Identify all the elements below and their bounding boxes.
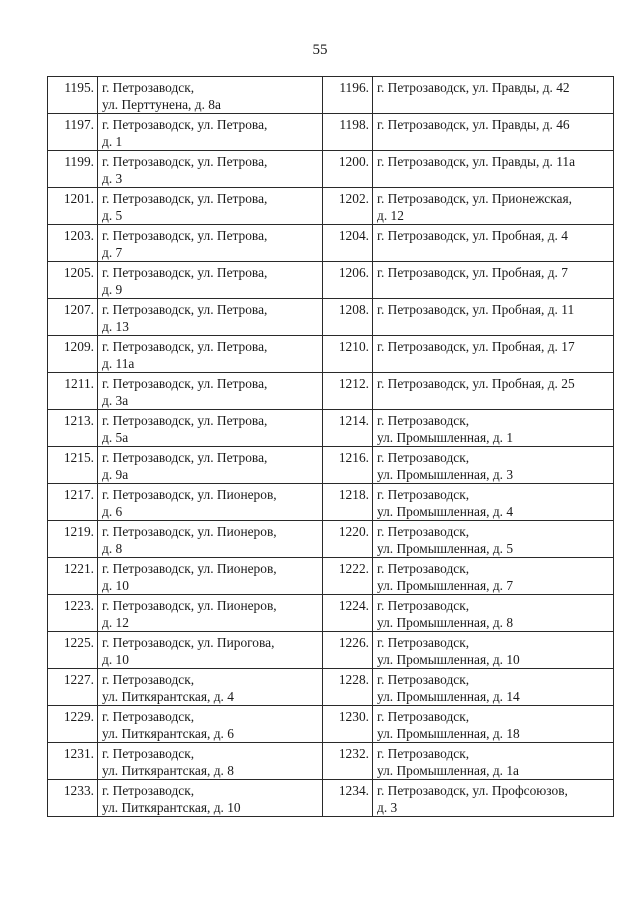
page-number: 55 <box>312 42 328 58</box>
entry-address <box>98 521 323 558</box>
entry-number: 1197. <box>48 114 98 151</box>
address-line: г. Петрозаводск, ул. Правды, д. 46 <box>377 117 570 132</box>
entry-address <box>98 225 323 262</box>
address-line: г. Петрозаводск, <box>377 413 470 428</box>
table-row <box>48 410 614 447</box>
address-line: г. Петрозаводск, <box>377 598 470 613</box>
address-line: д. 5 <box>102 208 123 223</box>
table-row <box>48 484 614 521</box>
entry-address <box>373 706 614 743</box>
entry-number: 1205. <box>48 262 98 299</box>
entry-number: 1228. <box>323 669 373 706</box>
table-row <box>48 299 614 336</box>
entry-number: 1202. <box>323 188 373 225</box>
address-line: г. Петрозаводск, <box>102 746 195 761</box>
address-line: ул. Промышленная, д. 7 <box>377 578 514 593</box>
entry-number: 1234. <box>323 780 373 817</box>
entry-address <box>373 336 614 373</box>
entry-address <box>373 225 614 262</box>
address-line: ул. Промышленная, д. 10 <box>377 652 520 667</box>
address-line: ул. Промышленная, д. 3 <box>377 467 514 482</box>
table-row <box>48 595 614 632</box>
entry-number: 1209. <box>48 336 98 373</box>
entry-address <box>373 743 614 780</box>
entry-address <box>373 632 614 669</box>
entry-number: 1214. <box>323 410 373 447</box>
address-line: г. Петрозаводск, ул. Пробная, д. 7 <box>377 265 568 280</box>
address-line: д. 8 <box>102 541 123 556</box>
table-row <box>48 521 614 558</box>
entry-number: 1217. <box>48 484 98 521</box>
address-line: г. Петрозаводск, ул. Петрова, <box>102 265 268 280</box>
address-line: ул. Промышленная, д. 1 <box>377 430 514 445</box>
address-line: г. Петрозаводск, ул. Пионеров, <box>102 561 277 576</box>
address-line: г. Петрозаводск, ул. Прионежская, <box>377 191 572 206</box>
address-line: г. Петрозаводск, <box>377 450 470 465</box>
entry-address <box>373 410 614 447</box>
entry-number: 1215. <box>48 447 98 484</box>
entry-address <box>373 484 614 521</box>
entry-number: 1206. <box>323 262 373 299</box>
entry-number: 1226. <box>323 632 373 669</box>
address-line: ул. Промышленная, д. 8 <box>377 615 514 630</box>
entry-address <box>98 373 323 410</box>
address-line: г. Петрозаводск, <box>377 561 470 576</box>
address-line: д. 11а <box>102 356 135 371</box>
address-line: д. 9 <box>102 282 123 297</box>
entry-address <box>373 521 614 558</box>
address-line: г. Петрозаводск, ул. Пробная, д. 11 <box>377 302 575 317</box>
address-line: д. 10 <box>102 578 129 593</box>
entry-number: 1203. <box>48 225 98 262</box>
entry-number: 1211. <box>48 373 98 410</box>
entry-address <box>98 780 323 817</box>
entry-address <box>373 151 614 188</box>
table-row <box>48 632 614 669</box>
address-line: г. Петрозаводск, ул. Петрова, <box>102 191 268 206</box>
address-line: г. Петрозаводск, <box>102 709 195 724</box>
address-line: г. Петрозаводск, ул. Пионеров, <box>102 487 277 502</box>
table-row <box>48 706 614 743</box>
entry-address <box>98 669 323 706</box>
address-line: ул. Питкярантская, д. 6 <box>102 726 234 741</box>
address-line: г. Петрозаводск, ул. Пробная, д. 25 <box>377 376 575 391</box>
entry-address <box>98 262 323 299</box>
address-line: д. 10 <box>102 652 129 667</box>
address-line: г. Петрозаводск, <box>377 635 470 650</box>
address-line: г. Петрозаводск, <box>102 783 195 798</box>
address-line: г. Петрозаводск, ул. Правды, д. 11а <box>377 154 576 169</box>
address-line: г. Петрозаводск, ул. Петрова, <box>102 302 268 317</box>
table-row <box>48 373 614 410</box>
address-line: г. Петрозаводск, ул. Пионеров, <box>102 524 277 539</box>
address-line: д. 9а <box>102 467 129 482</box>
table-row <box>48 77 614 114</box>
address-line: ул. Промышленная, д. 4 <box>377 504 514 519</box>
entry-address <box>98 743 323 780</box>
address-line: г. Петрозаводск, ул. Пионеров, <box>102 598 277 613</box>
table-row <box>48 447 614 484</box>
address-line: д. 7 <box>102 245 123 260</box>
entry-number: 1218. <box>323 484 373 521</box>
address-line: г. Петрозаводск, ул. Пробная, д. 17 <box>377 339 575 354</box>
entry-address <box>373 77 614 114</box>
entry-number: 1210. <box>323 336 373 373</box>
address-line: г. Петрозаводск, ул. Петрова, <box>102 228 268 243</box>
entry-number: 1219. <box>48 521 98 558</box>
entry-number: 1195. <box>48 77 98 114</box>
entry-address <box>98 484 323 521</box>
entry-number: 1222. <box>323 558 373 595</box>
entry-address <box>98 706 323 743</box>
entry-address <box>98 410 323 447</box>
entry-number: 1231. <box>48 743 98 780</box>
entry-number: 1233. <box>48 780 98 817</box>
entry-number: 1196. <box>323 77 373 114</box>
entry-address <box>98 336 323 373</box>
entry-address <box>98 114 323 151</box>
address-line: д. 6 <box>102 504 123 519</box>
address-line: г. Петрозаводск, ул. Петрова, <box>102 117 268 132</box>
entry-address <box>373 595 614 632</box>
entry-address <box>373 188 614 225</box>
table-row <box>48 151 614 188</box>
table-row <box>48 188 614 225</box>
address-line: д. 12 <box>102 615 129 630</box>
entry-number: 1229. <box>48 706 98 743</box>
table-row <box>48 743 614 780</box>
entry-address <box>373 669 614 706</box>
address-line: д. 3а <box>102 393 129 408</box>
entry-address <box>373 114 614 151</box>
entry-number: 1213. <box>48 410 98 447</box>
entry-address <box>98 595 323 632</box>
address-line: ул. Питкярантская, д. 10 <box>102 800 241 815</box>
table-row <box>48 114 614 151</box>
address-line: г. Петрозаводск, ул. Правды, д. 42 <box>377 80 570 95</box>
address-line: д. 12 <box>377 208 404 223</box>
address-line: г. Петрозаводск, <box>102 80 195 95</box>
address-line: г. Петрозаводск, ул. Петрова, <box>102 339 268 354</box>
address-line: д. 3 <box>377 800 398 815</box>
entry-address <box>373 780 614 817</box>
entry-number: 1230. <box>323 706 373 743</box>
address-line: ул. Питкярантская, д. 4 <box>102 689 234 704</box>
address-line: г. Петрозаводск, <box>377 709 470 724</box>
address-line: ул. Промышленная, д. 14 <box>377 689 520 704</box>
entry-address <box>98 299 323 336</box>
address-line: ул. Промышленная, д. 18 <box>377 726 520 741</box>
entry-address <box>98 558 323 595</box>
entry-number: 1199. <box>48 151 98 188</box>
address-table <box>47 76 614 817</box>
entry-address <box>373 558 614 595</box>
address-line: г. Петрозаводск, ул. Петрова, <box>102 450 268 465</box>
entry-number: 1201. <box>48 188 98 225</box>
entry-address <box>373 447 614 484</box>
address-line: г. Петрозаводск, <box>377 672 470 687</box>
table-row <box>48 225 614 262</box>
address-line: ул. Перттунена, д. 8а <box>102 97 221 112</box>
entry-number: 1221. <box>48 558 98 595</box>
entry-number: 1198. <box>323 114 373 151</box>
entry-number: 1224. <box>323 595 373 632</box>
address-line: ул. Питкярантская, д. 8 <box>102 763 234 778</box>
table-row <box>48 669 614 706</box>
address-line: г. Петрозаводск, <box>377 524 470 539</box>
table-row <box>48 780 614 817</box>
address-line: г. Петрозаводск, ул. Петрова, <box>102 376 268 391</box>
entry-number: 1207. <box>48 299 98 336</box>
address-line: г. Петрозаводск, ул. Профсоюзов, <box>377 783 568 798</box>
table-row <box>48 558 614 595</box>
address-line: д. 1 <box>102 134 123 149</box>
address-line: д. 3 <box>102 171 123 186</box>
entry-address <box>373 262 614 299</box>
entry-number: 1232. <box>323 743 373 780</box>
entry-address <box>98 188 323 225</box>
entry-number: 1200. <box>323 151 373 188</box>
address-line: г. Петрозаводск, ул. Пирогова, <box>102 635 275 650</box>
entry-number: 1225. <box>48 632 98 669</box>
address-line: г. Петрозаводск, ул. Петрова, <box>102 413 268 428</box>
address-line: д. 13 <box>102 319 129 334</box>
table-row <box>48 262 614 299</box>
address-table-body <box>48 77 614 817</box>
entry-address <box>373 373 614 410</box>
entry-address <box>98 447 323 484</box>
address-line: г. Петрозаводск, ул. Пробная, д. 4 <box>377 228 568 243</box>
entry-number: 1227. <box>48 669 98 706</box>
entry-address <box>98 632 323 669</box>
entry-address <box>98 77 323 114</box>
address-line: г. Петрозаводск, <box>377 746 470 761</box>
entry-number: 1212. <box>323 373 373 410</box>
table-row <box>48 336 614 373</box>
entry-number: 1216. <box>323 447 373 484</box>
entry-number: 1204. <box>323 225 373 262</box>
address-line: ул. Промышленная, д. 1а <box>377 763 519 778</box>
entry-number: 1223. <box>48 595 98 632</box>
address-line: г. Петрозаводск, ул. Петрова, <box>102 154 268 169</box>
address-line: ул. Промышленная, д. 5 <box>377 541 514 556</box>
entry-number: 1220. <box>323 521 373 558</box>
address-line: г. Петрозаводск, <box>377 487 470 502</box>
address-line: г. Петрозаводск, <box>102 672 195 687</box>
entry-number: 1208. <box>323 299 373 336</box>
address-line: д. 5а <box>102 430 129 445</box>
entry-address <box>373 299 614 336</box>
entry-address <box>98 151 323 188</box>
